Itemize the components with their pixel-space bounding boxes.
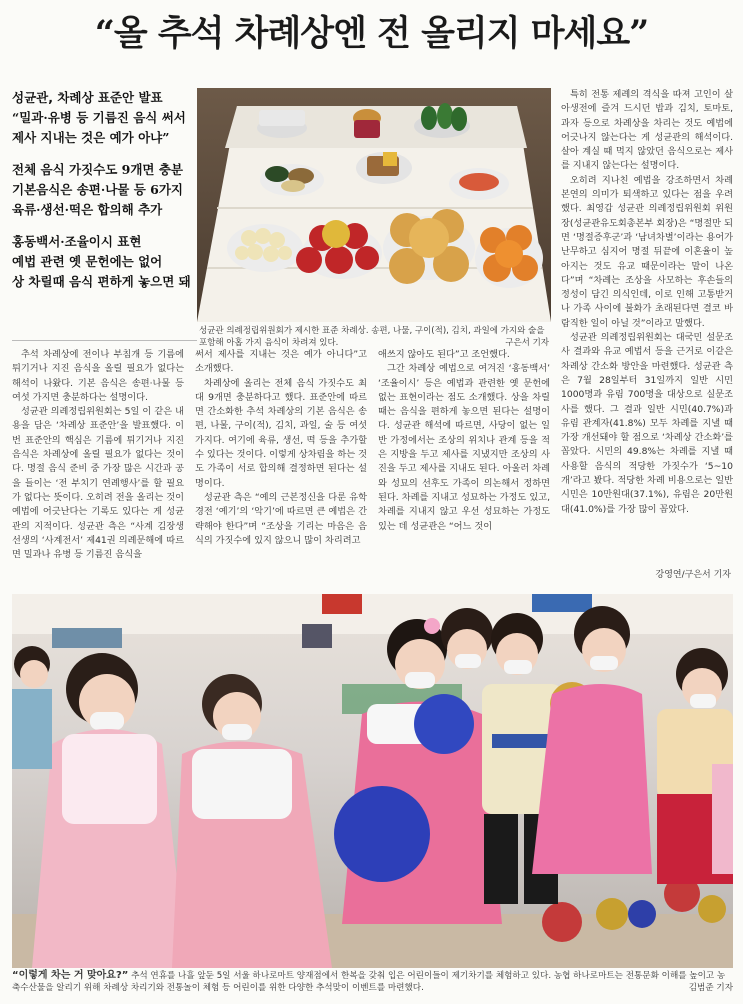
deck-line: 예법 관련 옛 문헌에는 없어 (12, 254, 163, 269)
article-paragraph: 성균관 의례정립위원회는 5일 이 같은 내용을 담은 ‘차례상 표준안’을 발표했다. 이번 표준안의 핵심은 기름에 튀기거나 지진 음식은 차례상에 올릴 필요가 없다는 것이다. 명절 음식 준비 중 가장 많은 시간과 공을 들이는 ‘전 부치기 연례행사’를 할 필요가 없다는 뜻이다. 오히려 전을 올리는 것이 예법에 어긋난다는 기록도 있다는 게 성균관의 지적이다. 성균관 측은 “사계 김장생 선생의 ‘사계전서’ 제41권 의례문해에 따르면 밀과나 유병 등 기름진 음식을 (12, 406, 184, 561)
deck-line: 기본음식은 송편·나물 등 6가지 (12, 182, 184, 197)
deck-gap (12, 148, 192, 160)
article-paragraph: 추석 차례상에 전이나 부침개 등 기름에 튀기거나 지진 음식을 올릴 필요가 없다는 해석이 나왔다. 기본 음식은 송편·나물 등 여섯 가지면 충분하다는 설명이다. (12, 349, 184, 403)
divider (12, 340, 197, 341)
deck-line: 전체 음식 가짓수도 9개면 충분 (12, 162, 184, 177)
photo2-credit: 김범준 기자 (688, 983, 733, 993)
subheadline-deck (12, 88, 192, 292)
article-paragraph: 성균관 의례정립위원회는 대국민 설문조사 결과와 유교 예법서 등을 근거로 이같은 차례상 간소화 방안을 마련했다. 성균관 측은 7월 28일부터 31일까지 일반 시민 1000명과 유림 700명을 대상으로 실문조사를 했다. 그 결과 일반 시민(40.7%)과 유림 관계자(41.8%) 모두 차례를 지낼 때 가장 개선돼야 할 점으로 ‘차례상 간소화’를 꼽았다. 시민의 49.8%는 차례를 지낼 때 사용할 음식의 적당한 가짓수가 ‘5~10개’라고 봤다. 적당한 차례 비용으로는 일반 시민은 10만원대(37.1%), 유림은 20만원대(41.0%)를 가장 많이 꼽았다. (561, 332, 733, 515)
deck-line: 육류·생선·떡은 합의해 추가 (12, 202, 163, 217)
deck-line: 제사 지내는 것은 예가 아냐” (12, 130, 170, 145)
deck-gap (12, 220, 192, 232)
ancestral-table-illustration (197, 88, 551, 322)
photo1-caption-text: 성균관 의례정립위원회가 제시한 표준 차례상. 송편, 나물, 구이(적), 김치, 과일에 가지와 술을 포함해 아홉 가지 음식이 차려져 있다. (199, 326, 545, 348)
article-paragraph: 그간 차례상 예법으로 여겨진 ‘홍동백서’ ‘조율이시’ 등은 예법과 관련한 옛 문헌에 없는 표현이라는 점도 소개했다. 상을 차릴 때는 음식을 편하게 놓으면 된다는 설명이다. 성균관 해석에 따르면, 사당이 없는 일반 가정에서는 조상의 위치나 관계 등을 적은 지방을 두고 제사를 지냈지만 조상의 사진을 두고 제사를 지내도 된다. 아울러 차례와 성묘의 선후도 가족이 의논해서 정하면 된다. 차례를 지내고 성묘하는 가정도 있고, 차례를 지내지 않고 우선 성묘하는 가정도 있는 데 성균관은 “어느 것이 (378, 363, 550, 532)
article-column-2 (195, 348, 367, 548)
headline: “올 추석 차례상엔 전 올리지 마세요” (94, 13, 649, 54)
deck-line: 상 차릴때 음식 편하게 놓으면 돼 (12, 274, 191, 289)
article-paragraph: 애쓰지 않아도 된다”고 조언했다. (378, 349, 510, 360)
article-paragraph: 성균관 측은 “예의 근본정신을 다룬 유학 경전 ‘예기’의 ‘악기’에 따르면 큰 예법은 간략해야 한다”며 “조상을 기리는 마음은 음식의 가짓수에 있지 않으니 많이 차리려고 (195, 491, 367, 546)
article-paragraph: 특히 전통 제례의 격식을 따져 고인이 살아생전에 즐겨 드시던 밥과 김치, 토마토, 과자 등으로 차례상을 차리는 것도 예법에 어긋나지 않는다는 게 성균관의 해석이다. 살아 계실 때 먹지 않았던 음식으로는 제사를 지내지 않는다는 설명이다. (561, 89, 733, 172)
children-hanbok-illustration (12, 594, 733, 968)
photo2-caption-title: “이렇게 차는 거 맞아요?” (12, 970, 129, 981)
article-column-3 (378, 348, 550, 534)
photo1-caption (199, 325, 549, 349)
article-paragraph: 차례상에 올리는 전체 음식 가짓수도 최대 9개면 충분하다고 했다. 표준안에 따르면 간소화한 추석 차례상의 기본 음식은 송편, 나물, 구이(적), 김치, 과일, 술 등 여섯 가지다. 여기에 육류, 생선, 떡 등을 추가할 수 있다는 것이다. 이렇게 상차림을 하는 것도 가족이 서로 합의해 결정하면 된다는 설명이다. (195, 377, 367, 489)
deck-line: “밀과·유병 등 기름진 음식 써서 (12, 110, 186, 125)
article-paragraph: 오히려 지나친 예법을 강조하면서 차례 본연의 의미가 퇴색하고 있다는 점을 우려했다. 최영갑 성균관 의례정립위원회 위원장(성균관유도회총본부 회장)은 “명절만 되면 ‘명절증후군’과 ‘남녀차별’이라는 용어가 난무하고 심지어 명절 뒤끝에 이혼율이 높아지는 것도 유교 때문이라는 말이 나온다”며 “차례는 조상을 사모하는 후손들의 정성이 담긴 의식인데, 이로 인해 고통받거나 가족 사이에 불화가 초래된다면 결코 바람직한 일이 아닐 것”이라고 말했다. (561, 174, 733, 329)
photo-ancestral-table (197, 88, 551, 322)
article-column-1 (12, 348, 184, 562)
photo2-caption (12, 970, 733, 994)
deck-line: 성균관, 차례상 표준안 발표 (12, 90, 163, 105)
article-paragraph: 써서 제사를 지내는 것은 예가 아니다”고 소개했다. (195, 349, 367, 375)
deck-line: 홍동백서·조율이시 표현 (12, 234, 142, 249)
photo1-credit: 구은서 기자 (505, 338, 549, 348)
article-byline: 강영연/구은서 기자 (655, 570, 731, 580)
photo-children-hanbok (12, 594, 733, 968)
article-column-4 (561, 88, 733, 517)
photo2-caption-text: 추석 연휴를 나흘 앞둔 5일 서울 하나로마트 양재점에서 한복을 갖춰 입은 어린이들이 제기차기를 체험하고 있다. 농협 하나로마트는 전통문화 이해를 높이고 농축수산물을 알리기 위해 차례상 차리기와 전통놀이 체험 등 어린이를 위한 다양한 추석맞이 이벤트를 마련했다. (12, 971, 726, 993)
